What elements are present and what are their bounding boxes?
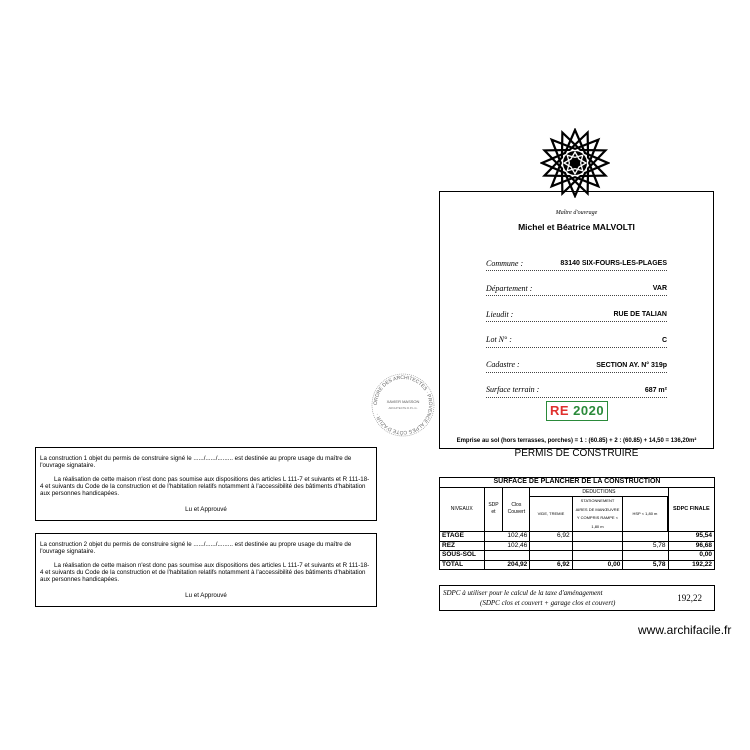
table-title: SURFACE DE PLANCHER DE LA CONSTRUCTION	[440, 478, 715, 488]
architect-logo	[540, 128, 610, 198]
total-vide: 6,92	[530, 560, 572, 570]
row-final: 95,54	[668, 532, 714, 542]
stamp-sub: ARCHITECTE D.P.L.G.	[388, 406, 418, 410]
total-final: 192,22	[668, 560, 714, 570]
re2020-prefix: RE	[549, 403, 569, 418]
re2020-year: 2020	[573, 403, 605, 418]
field-line	[486, 295, 667, 296]
field-value-commune: 83140 SIX-FOURS-LES-PLAGES	[560, 260, 667, 267]
col-niveaux: NIVEAUX	[440, 487, 485, 532]
field-label-lieudit: Lieudit :	[486, 310, 514, 319]
attestation-approval: Lu et Approuvé	[185, 506, 227, 513]
note-line-2: (SDPC clos et couvert + garage clos et couvert)	[480, 599, 616, 607]
col-spacer	[667, 497, 668, 532]
row-vide	[530, 541, 572, 551]
row-hsp	[623, 551, 668, 561]
total-station: 0,00	[572, 560, 623, 570]
total-hsp: 5,78	[623, 560, 668, 570]
attestation-construction-1	[35, 447, 377, 521]
field-label-lot: Lot N° :	[486, 335, 512, 344]
field-label-departement: Département :	[486, 284, 533, 293]
field-line	[486, 397, 667, 398]
field-value-lot: C	[661, 337, 667, 344]
row-niveau: REZ	[440, 541, 485, 551]
emprise-au-sol: Emprise au sol (hors terrasses, porches) = 1 : (60.85) + 2 : (60.85) + 14,50 = 136,20m²	[456, 438, 697, 444]
col-sdpc-finale: SDPC FINALE	[668, 487, 714, 532]
row-final: 96,68	[668, 541, 714, 551]
owner-name: Michel et Béatrice MALVOLTI	[518, 222, 635, 232]
stamp-name: XAVIER MASSON	[386, 399, 420, 404]
stamp-ring-text: ORDRE DES ARCHITECTES · PROVENCE ALPES CÔTE D'AZUR ·	[372, 374, 434, 436]
row-sdp: 102,46	[484, 532, 530, 542]
col-sdp: SDP et	[484, 487, 503, 532]
field-label-cadastre: Cadastre :	[486, 360, 520, 369]
table-row	[440, 532, 715, 542]
note-line-1: SDPC à utiliser pour le calcul de la taxe d'aménagement	[443, 589, 603, 597]
field-line	[486, 372, 667, 373]
table-row	[440, 541, 715, 551]
field-label-surface: Surface terrain :	[486, 385, 540, 394]
field-value-surface: 687 m²	[644, 387, 667, 394]
table-total-row	[440, 560, 715, 570]
col-deductions: DEDUCTIONS	[530, 487, 668, 497]
field-label-commune: Commune :	[486, 259, 524, 268]
table-row	[440, 551, 715, 561]
attestation-intro: La construction 1 objet du permis de construire signé le ....../....../......... est destinée au propre usage du maître de l'ouvrage signataire.	[40, 455, 352, 470]
row-sdp: 102,46	[484, 541, 530, 551]
field-line	[486, 347, 667, 348]
watermark: www.archifacile.fr	[638, 623, 732, 637]
field-line	[486, 321, 667, 322]
row-vide: 6,92	[530, 532, 572, 542]
row-final: 0,00	[668, 551, 714, 561]
architect-stamp	[370, 372, 436, 438]
row-vide	[530, 551, 572, 561]
owner-caption: Maître d'ouvrage	[555, 210, 598, 216]
note-value: 192,22	[677, 593, 702, 603]
attestation-intro: La construction 2 objet du permis de construire signé le ....../....../......... est destinée au propre usage du maître de l'ouvrage signataire.	[40, 541, 352, 556]
col-stationnement: STATIONNEMENT AIRES DE MANŒUVRE Y COMPRIS RAMPE < 1,80 m	[572, 497, 623, 532]
col-vide-tremie: VIDE, TREMIE	[530, 497, 572, 532]
row-hsp	[623, 532, 668, 542]
row-niveau: ETAGE	[440, 532, 485, 542]
attestation-approval: Lu et Approuvé	[185, 592, 227, 599]
row-station	[572, 551, 623, 561]
attestation-body: La réalisation de cette maison n'est donc pas soumise aux dispositions des articles L 111-7 et suivants et R 111-18-4 et suivants du Code de la construction et de l'habitation relatifs notamment à l'accessibilité des bâtiments d'habitation aux personnes handicapées.	[40, 562, 370, 584]
row-station	[572, 541, 623, 551]
row-station	[572, 532, 623, 542]
field-value-departement: VAR	[652, 285, 667, 292]
total-sdp: 204,92	[484, 560, 530, 570]
field-value-cadastre: SECTION AY. N° 319p	[596, 362, 667, 369]
col-hsp: HSP < 1,80 m	[623, 497, 667, 532]
row-niveau: SOUS-SOL	[440, 551, 485, 561]
surface-plancher-table	[439, 477, 715, 570]
col-clos-couvert: Clos Couvert	[503, 487, 530, 532]
sdpc-note	[439, 585, 715, 611]
permis-title: PERMIS DE CONSTRUIRE	[514, 448, 639, 459]
title-block	[439, 191, 714, 449]
attestation-construction-2	[35, 533, 377, 607]
total-label: TOTAL	[440, 560, 485, 570]
attestation-body: La réalisation de cette maison n'est donc pas soumise aux dispositions des articles L 111-7 et suivants et R 111-18-4 et suivants du Code de la construction et de l'habitation relatifs notamment à l'accessibilité des bâtiments d'habitation aux personnes handicapées.	[40, 476, 370, 498]
field-value-lieudit: RUE DE TALIAN	[613, 311, 667, 318]
re2020-badge	[546, 401, 608, 421]
row-hsp: 5,78	[623, 541, 668, 551]
row-sdp	[484, 551, 530, 561]
field-line	[486, 270, 667, 271]
